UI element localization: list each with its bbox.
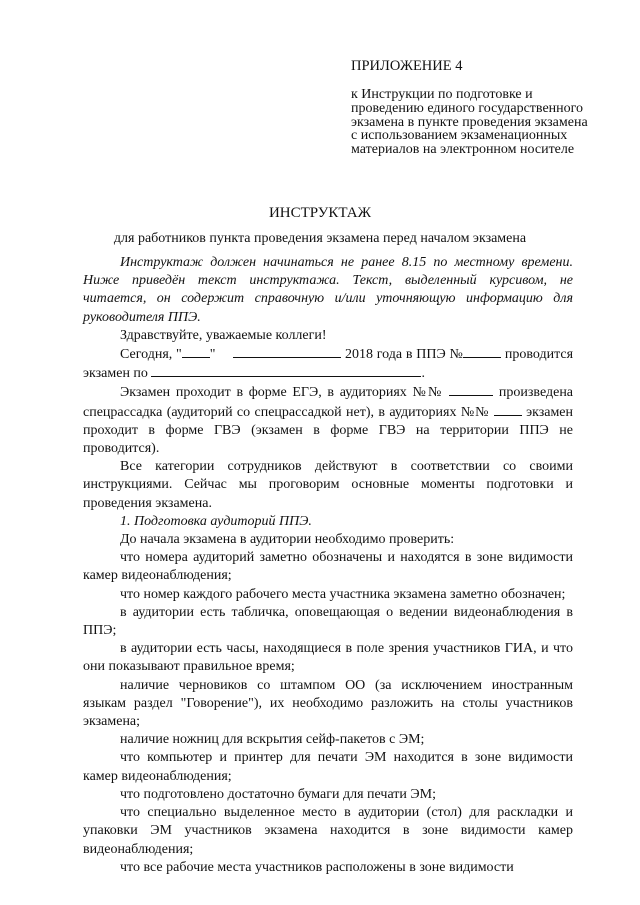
section-1-heading: 1. Подготовка аудиторий ППЭ. <box>120 513 312 529</box>
check-item: в аудитории есть табличка, оповещающая о ведении видеонаблюдения в ППЭ; <box>83 604 573 639</box>
subject-blank <box>151 364 421 377</box>
today-paragraph <box>83 345 573 383</box>
document-title: ИНСТРУКТАЖ <box>268 205 372 221</box>
appendix-title: ПРИЛОЖЕНИЕ 4 <box>351 58 463 74</box>
exam-form-text-1: Экзамен проходит в форме ЕГЭ, в аудиториях №№ <box>120 385 444 401</box>
appendix-text: к Инструкции по подготовке и проведению единого государственного экзамена в пункте проведения экзамена с использованием экзаменационных материалов на электронном носителе <box>351 87 588 158</box>
exam-form-text-3: экзамен проходит в форме ГВЭ (экзамен в форме ГВЭ на территории ППЭ не проводится). <box>83 404 574 457</box>
check-item: что все рабочие места участников расположены в зоне видимости <box>120 859 514 875</box>
today-text-3: 2018 года в ППЭ № <box>345 347 464 363</box>
document-body <box>83 254 573 877</box>
today-text-5: . <box>421 366 425 382</box>
ege-rooms-blank <box>449 383 493 396</box>
check-item: что специально выделенное место в аудитории (стол) для раскладки и упаковки ЭМ участников экзамена находится в зоне видимости камер видеонаблюдения; <box>83 805 573 857</box>
document-subtitle: для работников пункта проведения экзамена перед началом экзамена <box>113 231 527 246</box>
check-item: наличие черновиков со штампом ОО (за исключением иностранным языкам раздел "Говорение"), их необходимо разложить на столы участников экзамена; <box>83 677 573 730</box>
ppe-number-blank <box>463 345 501 358</box>
day-blank <box>182 345 210 358</box>
intro-note: Инструктаж должен начинаться не ранее 8.15 по местному времени. Ниже приведён текст инструктажа. Текст, выделенный курсивом, не читается, он содержит справочную и/или уточняющую информацию для руководителя ППЭ. <box>83 255 573 325</box>
greeting: Здравствуйте, уважаемые коллеги! <box>120 327 327 343</box>
check-item: что компьютер и принтер для печати ЭМ находится в зоне видимости камер видеонаблюдения; <box>83 750 573 784</box>
today-text-1: Сегодня, " <box>120 347 182 363</box>
exam-form-text-2: произведена спецрассадка (аудиторий со спецрассадкой нет), в аудиториях №№ <box>83 385 574 420</box>
check-item: наличие ножниц для вскрытия сейф-пакетов с ЭМ; <box>120 732 425 748</box>
all-staff-paragraph: Все категории сотрудников действуют в соответствии со своими инструкциями. Сейчас мы проговорим основные моменты подготовки и проведения экзамена. <box>83 459 573 511</box>
appendix-block <box>351 58 591 157</box>
month-blank <box>233 345 341 358</box>
exam-form-paragraph <box>83 383 573 458</box>
today-text-4: проводится экзамен по <box>83 347 574 382</box>
today-text-2: " <box>209 347 216 363</box>
gve-rooms-blank <box>494 403 522 416</box>
check-item: что номера аудиторий заметно обозначены и находятся в зоне видимости камер видеонаблюдения; <box>83 550 573 584</box>
check-intro: До начала экзамена в аудитории необходимо проверить: <box>120 532 455 548</box>
check-item: что номер каждого рабочего места участника экзамена заметно обозначен; <box>120 586 566 602</box>
check-item: что подготовлено достаточно бумаги для печати ЭМ; <box>120 786 436 802</box>
check-item: в аудитории есть часы, находящиеся в поле зрения участников ГИА, и что они показывают правильное время; <box>83 641 573 675</box>
